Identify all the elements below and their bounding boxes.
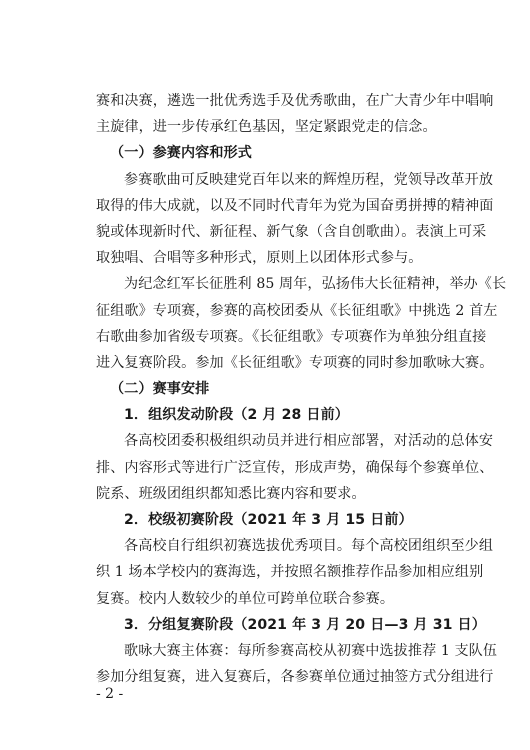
subsection-heading: 3．分组复赛阶段（2021 年 3 月 20 日—3 月 31 日）: [124, 616, 486, 633]
paragraph-line: 歌咏大赛主体赛：每所参赛高校从初赛中选拔推荐 1 支队伍: [124, 642, 498, 659]
paragraph-line: 各高校自行组织初赛选拔优秀项目。每个高校团组织至少组: [124, 538, 494, 555]
paragraph-line: 取得的伟大成就，以及不同时代青年为党为国奋勇拼搏的精神面: [96, 197, 494, 214]
paragraph-line: 主旋律，进一步传承红色基因，坚定紧跟党走的信念。: [96, 119, 437, 136]
paragraph-line: 排、内容形式等进行广泛宣传，形成声势，确保每个参赛单位、: [96, 459, 494, 476]
paragraph-line: 参赛歌曲可反映建党百年以来的辉煌历程，党领导改革开放: [124, 171, 494, 188]
section-heading: （一）参赛内容和形式: [110, 145, 252, 162]
paragraph-line: 织 1 场本学校内的赛海选，并按照名额推荐作品参加相应组别: [96, 564, 484, 581]
subsection-heading: 1．组织发动阶段（2 月 28 日前）: [124, 407, 349, 424]
subsection-heading: 2．校级初赛阶段（2021 年 3 月 15 日前）: [124, 512, 413, 528]
paragraph-line: 取独唱、合唱等多种形式，原则上以团体形式参与。: [96, 250, 423, 267]
paragraph-line: 赛和决赛，遴选一批优秀选手及优秀歌曲，在广大青少年中唱响: [96, 93, 494, 109]
paragraph-line: 进入复赛阶段。参加《长征组歌》专项赛的同时参加歌咏大赛。: [96, 354, 494, 371]
paragraph-line: 参加分组复赛，进入复赛后，各参赛单位通过抽签方式分组进行: [96, 669, 494, 686]
paragraph-line: 各高校团委积极组织动员并进行相应部署，对活动的总体安: [124, 433, 494, 450]
paragraph-line: 院系、班级团组织都知悉比赛内容和要求。: [96, 485, 366, 502]
section-heading: （二）赛事安排: [110, 381, 210, 398]
paragraph-line: 复赛。校内人数较少的单位可跨单位联合参赛。: [96, 590, 395, 607]
paragraph-line: 为纪念红军长征胜利 85 周年，弘扬伟大长征精神，举办《长: [124, 276, 507, 293]
page-number: - 2 -: [96, 686, 124, 702]
paragraph-line: 右歌曲参加省级专项赛。《长征组歌》专项赛作为单独分组直接: [96, 328, 487, 345]
body-text: [96, 88, 507, 690]
paragraph-line: 貌或体现新时代、新征程、新气象（含自创歌曲）。表演上可采: [96, 223, 487, 240]
paragraph-line: 征组歌》专项赛，参赛的高校团委从《长征组歌》中挑选 2 首左: [96, 302, 498, 319]
